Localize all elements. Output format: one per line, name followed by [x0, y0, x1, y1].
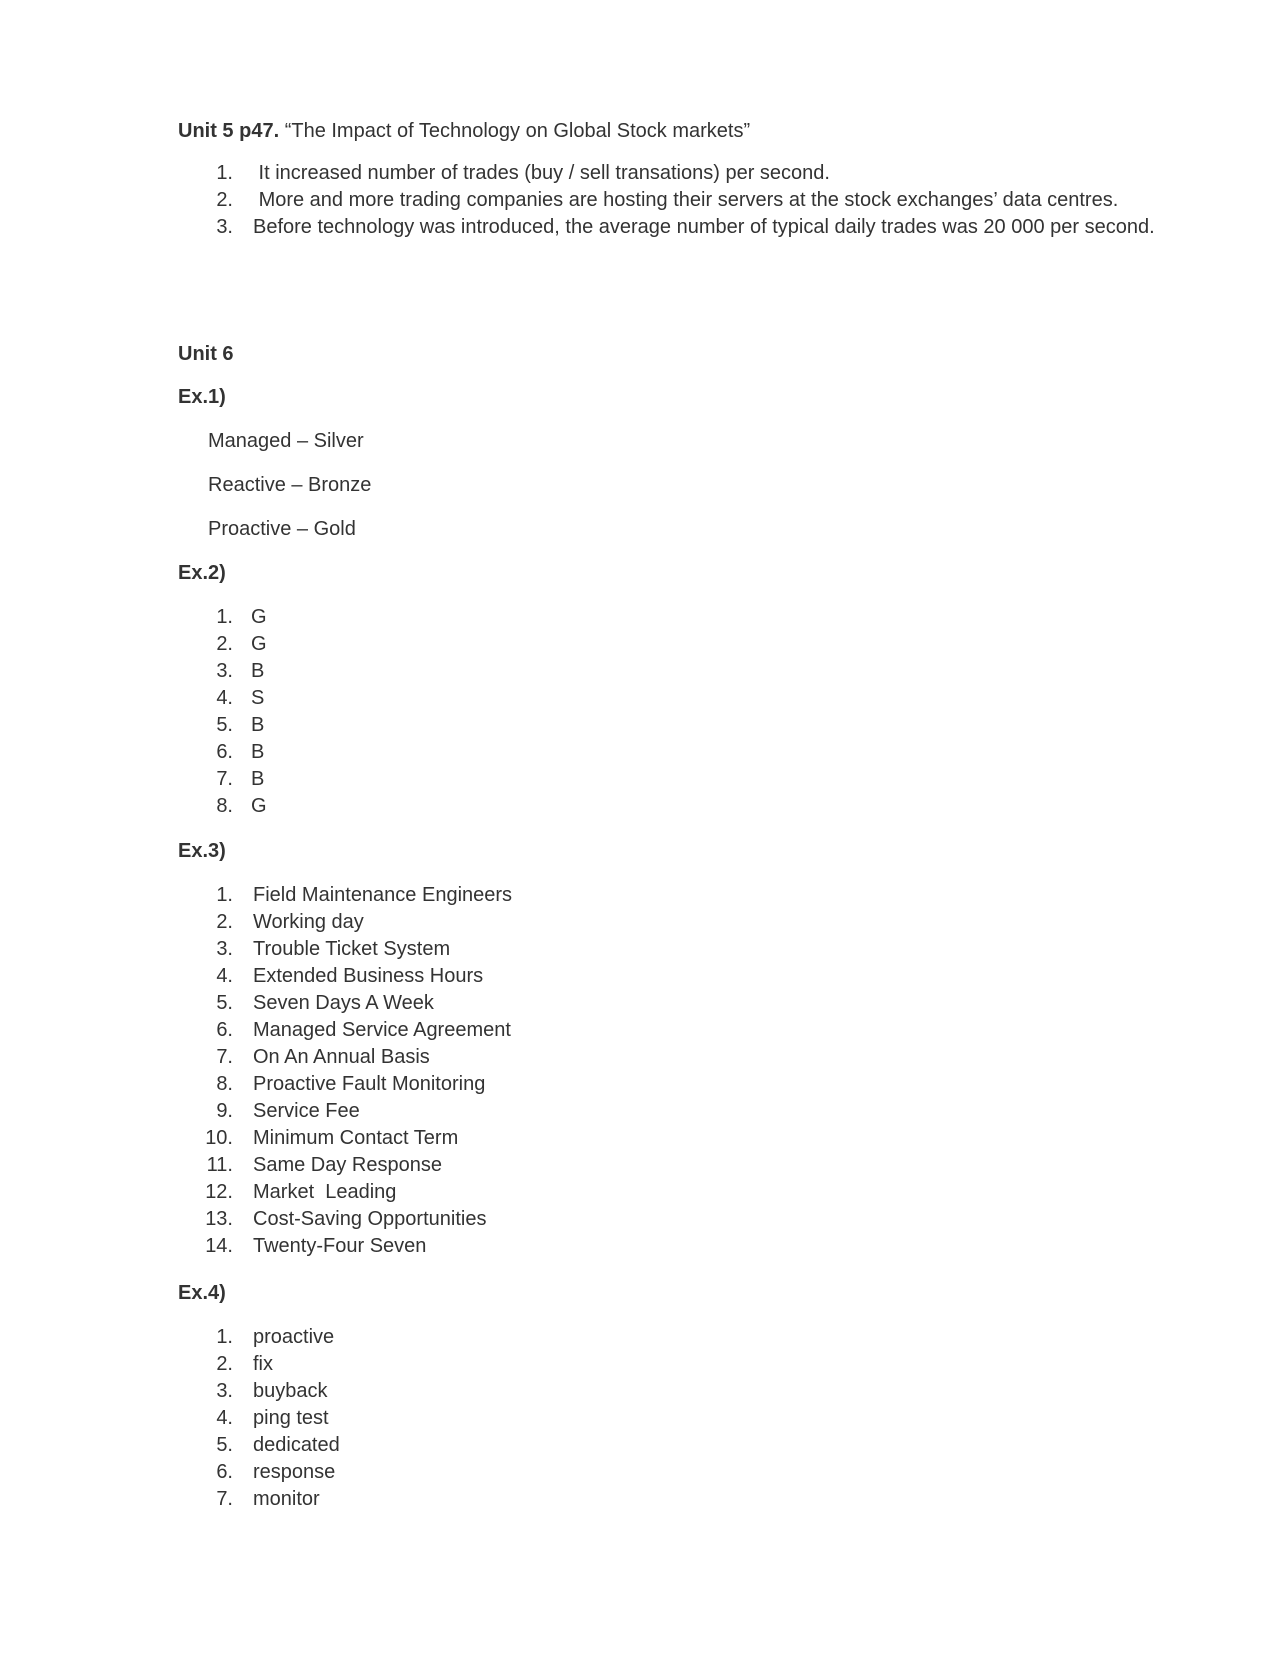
- ex1-heading: Ex.1): [178, 386, 226, 408]
- list-text: dedicated: [253, 1434, 340, 1456]
- list-number: 9.: [216, 1100, 233, 1122]
- ex4-heading: Ex.4): [178, 1282, 226, 1304]
- list-text: Before technology was introduced, the average number of typical daily trades was 20 000 per second.: [253, 216, 1155, 238]
- list-text: More and more trading companies are hosting their servers at the stock exchanges’ data centres.: [253, 189, 1119, 211]
- list-item: [178, 160, 1178, 187]
- list-number: 1.: [216, 884, 233, 906]
- list-item: [178, 1071, 1178, 1098]
- list-item: [178, 963, 1178, 990]
- ex1-line: Reactive – Bronze: [208, 474, 372, 496]
- list-item: [178, 604, 1178, 631]
- list-item: [178, 187, 1178, 214]
- list-item: [178, 1486, 1178, 1513]
- list-number: 3.: [216, 1380, 233, 1402]
- list-number: 2.: [216, 633, 233, 655]
- list-item: [178, 214, 1178, 241]
- list-number: 1.: [216, 162, 233, 184]
- list-text: Seven Days A Week: [253, 992, 434, 1014]
- list-number: 6.: [216, 1019, 233, 1041]
- ex2-list: [178, 604, 1178, 820]
- unit5-heading-title: “The Impact of Technology on Global Stock markets”: [279, 120, 751, 142]
- list-number: 1.: [216, 1326, 233, 1348]
- list-item: [178, 1324, 1178, 1351]
- list-item: [178, 766, 1178, 793]
- list-item: [178, 1044, 1178, 1071]
- ex2-heading: Ex.2): [178, 562, 226, 584]
- list-text: Managed Service Agreement: [253, 1019, 511, 1041]
- ex4-list: [178, 1324, 1178, 1513]
- list-text: Working day: [253, 911, 364, 933]
- list-item: [178, 1017, 1178, 1044]
- list-text: B: [251, 714, 265, 736]
- list-item: [178, 1233, 1178, 1260]
- list-text: ping test: [253, 1407, 329, 1429]
- document-page: [178, 0, 1178, 1656]
- list-number: 5.: [216, 1434, 233, 1456]
- list-item: [178, 1432, 1178, 1459]
- list-item: [178, 990, 1178, 1017]
- list-item: [178, 739, 1178, 766]
- list-text: B: [251, 741, 265, 763]
- list-item: [178, 1378, 1178, 1405]
- ex1-line: Managed – Silver: [208, 430, 364, 452]
- unit6-heading: Unit 6: [178, 343, 234, 365]
- list-text: proactive: [253, 1326, 335, 1348]
- unit5-heading-bold: Unit 5 p47.: [178, 120, 280, 142]
- list-number: 2.: [216, 911, 233, 933]
- list-number: 3.: [216, 660, 233, 682]
- list-number: 6.: [216, 741, 233, 763]
- list-number: 3.: [216, 938, 233, 960]
- list-item: [178, 685, 1178, 712]
- list-text: buyback: [253, 1380, 328, 1402]
- list-item: [178, 1125, 1178, 1152]
- list-text: response: [253, 1461, 336, 1483]
- list-number: 6.: [216, 1461, 233, 1483]
- list-number: 7.: [216, 1488, 233, 1510]
- list-text: Extended Business Hours: [253, 965, 484, 987]
- list-text: S: [251, 687, 265, 709]
- list-number: 4.: [216, 965, 233, 987]
- list-item: [178, 1459, 1178, 1486]
- list-text: Minimum Contact Term: [253, 1127, 459, 1149]
- ex1-line: Proactive – Gold: [208, 518, 356, 540]
- list-text: G: [251, 795, 267, 817]
- list-item: [178, 658, 1178, 685]
- list-item: [178, 1206, 1178, 1233]
- list-number: 2.: [216, 189, 233, 211]
- list-number: 10.: [205, 1127, 233, 1149]
- list-text: Same Day Response: [253, 1154, 442, 1176]
- list-number: 14.: [205, 1235, 233, 1257]
- list-item: [178, 1098, 1178, 1125]
- list-text: Cost-Saving Opportunities: [253, 1208, 487, 1230]
- list-item: [178, 1179, 1178, 1206]
- list-text: G: [251, 606, 267, 628]
- list-text: Trouble Ticket System: [253, 938, 451, 960]
- list-number: 1.: [216, 606, 233, 628]
- list-text: Field Maintenance Engineers: [253, 884, 513, 906]
- list-item: [178, 882, 1178, 909]
- list-item: [178, 793, 1178, 820]
- list-text: It increased number of trades (buy / sell transations) per second.: [253, 162, 830, 184]
- list-number: 12.: [205, 1181, 233, 1203]
- list-item: [178, 1152, 1178, 1179]
- list-number: 5.: [216, 714, 233, 736]
- list-number: 7.: [216, 1046, 233, 1068]
- unit5-list: [178, 160, 1178, 241]
- list-text: Twenty-Four Seven: [253, 1235, 427, 1257]
- list-item: [178, 909, 1178, 936]
- list-item: [178, 631, 1178, 658]
- list-text: Market Leading: [253, 1181, 397, 1203]
- list-number: 2.: [216, 1353, 233, 1375]
- list-item: [178, 1351, 1178, 1378]
- list-number: 5.: [216, 992, 233, 1014]
- ex3-list: [178, 882, 1178, 1260]
- list-number: 3.: [216, 216, 233, 238]
- list-text: Service Fee: [253, 1100, 360, 1122]
- list-text: monitor: [253, 1488, 320, 1510]
- list-item: [178, 936, 1178, 963]
- list-text: Proactive Fault Monitoring: [253, 1073, 486, 1095]
- list-number: 8.: [216, 795, 233, 817]
- list-text: B: [251, 768, 265, 790]
- ex3-heading: Ex.3): [178, 840, 226, 862]
- list-text: On An Annual Basis: [253, 1046, 430, 1068]
- unit5-heading: [178, 118, 750, 145]
- list-item: [178, 712, 1178, 739]
- list-number: 7.: [216, 768, 233, 790]
- list-text: fix: [253, 1353, 273, 1375]
- list-text: B: [251, 660, 265, 682]
- list-text: G: [251, 633, 267, 655]
- list-number: 8.: [216, 1073, 233, 1095]
- list-number: 4.: [216, 1407, 233, 1429]
- list-number: 11.: [206, 1154, 233, 1176]
- list-item: [178, 1405, 1178, 1432]
- list-number: 13.: [205, 1208, 233, 1230]
- list-number: 4.: [216, 687, 233, 709]
